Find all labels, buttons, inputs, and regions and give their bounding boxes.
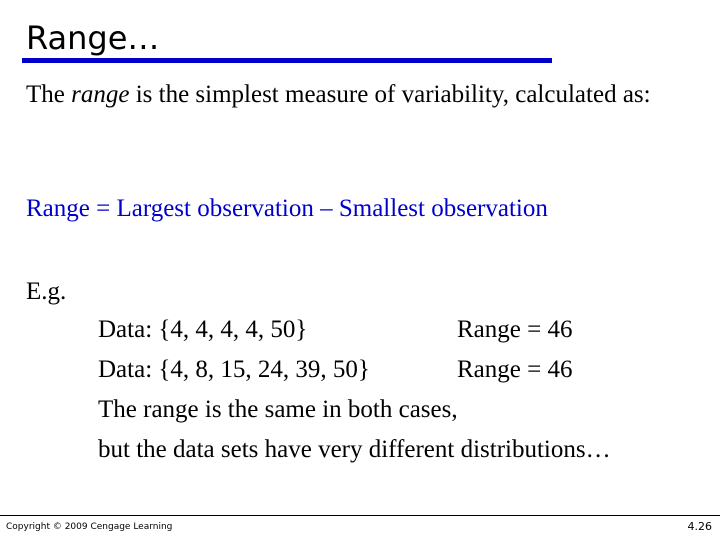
- example-1-range: Range = 46: [457, 316, 573, 343]
- note-line-1: The range is the same in both cases,: [98, 396, 458, 423]
- slide-title: Range…: [26, 19, 160, 57]
- intro-paragraph: [26, 79, 706, 110]
- intro-text-before: The: [26, 81, 72, 108]
- intro-term-range: range: [71, 81, 130, 108]
- example-1-data: Data: {4, 4, 4, 4, 50}: [98, 316, 308, 343]
- example-2-data: Data: {4, 8, 15, 24, 39, 50}: [98, 356, 370, 383]
- footer-divider: [0, 515, 720, 516]
- copyright-notice: Copyright © 2009 Cengage Learning: [6, 522, 173, 532]
- range-formula: Range = Largest observation – Smallest observation: [26, 195, 548, 222]
- example-label: E.g.: [26, 278, 67, 305]
- title-underline: [22, 58, 552, 63]
- example-2-range: Range = 46: [457, 356, 573, 383]
- intro-text-after: is the simplest measure of variability, calculated as:: [129, 81, 651, 108]
- note-line-2: but the data sets have very different distributions…: [98, 436, 611, 463]
- slide-number: 4.26: [687, 520, 712, 533]
